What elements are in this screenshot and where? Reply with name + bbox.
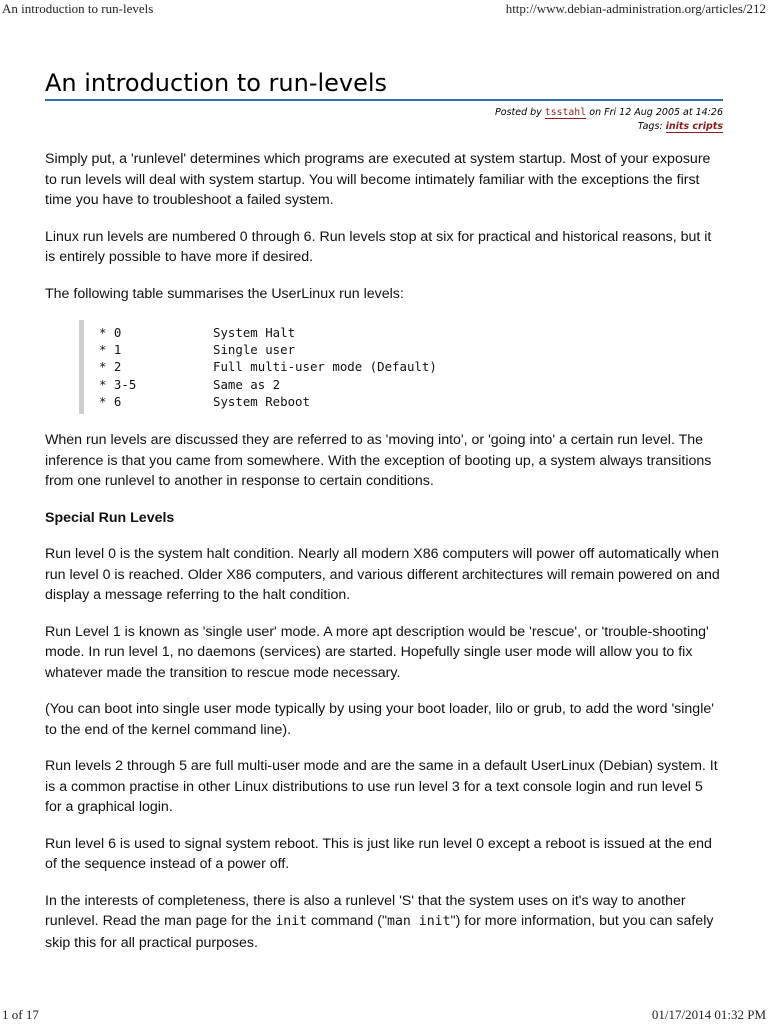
tags-line (45, 120, 723, 134)
print-header-title: An introduction to run-levels (2, 1, 154, 16)
man-init-code: man init (387, 914, 451, 930)
runlevel-description: System Halt (213, 325, 296, 340)
paragraph-level0: Run level 0 is the system halt condition. Nearly all modern X86 computers will power off automatically when run level 0 is reached. Older X86 computers, and various different architectures will remain powered on and display a message referring to the halt condition. (45, 546, 720, 604)
paragraph-runlevel-s (45, 891, 723, 954)
runlevel-number: * 3-5 (99, 376, 137, 392)
runlevel-row (99, 341, 723, 358)
print-header-url[interactable]: http://www.debian-administration.org/articles/212 (505, 1, 766, 16)
article-title: An introduction to run-levels (45, 68, 723, 101)
runlevel-s-text-2: command (" (307, 913, 388, 930)
runlevel-description: Full multi-user mode (Default) (213, 359, 437, 375)
runlevel-number: * 6 (99, 393, 122, 409)
paragraph-levels-2-to-5: Run levels 2 through 5 are full multi-user mode and are the same in a default UserLinux (Debian) system. It is a common practise in other Linux distributions to use run level 3 for a text console login and run level 5 for a graphical login. (45, 758, 718, 816)
author-link[interactable]: tsstahl (544, 107, 587, 118)
runlevel-row (99, 358, 723, 375)
print-timestamp: 01/17/2014 01:32 PM (651, 1007, 766, 1022)
paragraph-level6: Run level 6 is used to signal system reboot. This is just like run level 0 except a reboot is issued at the end of the sequence instead of a power off. (45, 835, 712, 873)
special-run-levels-heading: Special Run Levels (45, 509, 175, 526)
page-counter: 1 of 17 (2, 1007, 39, 1022)
post-date: on Fri 12 Aug 2005 at 14:26 (589, 107, 723, 118)
paragraph-numbering: Linux run levels are numbered 0 through 6. Run levels stop at six for practical and historical reasons, but it is entirely possible to have more if desired. (45, 228, 712, 265)
runlevel-s-text-3: ") for more information, but you can safely skip this for all practical purposes. (45, 913, 714, 951)
article (45, 68, 723, 953)
runlevel-s-text-1: In the interests of completeness, there is also a runlevel 'S' that the system uses on it's way to another runlevel. Read the man page for the (45, 892, 686, 930)
init-command-code: init (275, 914, 308, 930)
paragraph-moving: When run levels are discussed they are referred to as 'moving into', or 'going into' a certain run level. The inference is that you came from somewhere. With the exception of booting up, a system always transitions from one runlevel to another in response to certain conditions. (45, 432, 712, 490)
runlevel-number: * 0 (99, 325, 122, 340)
paragraph-level1: Run Level 1 is known as 'single user' mode. A more apt description would be 'rescue', or 'trouble-shooting' mode. In run level 1, no daemons (services) are started. Hopefully single user mode will allow you to fix whatever made the transition to rescue mode necessary. (45, 623, 709, 681)
paragraph-intro: Simply put, a 'runlevel' determines which programs are executed at system startup. Most of your exposure to run levels will deal with system startup. You will become intimately familiar with the exceptions the first time you have to troubleshoot a failed system. (45, 151, 711, 208)
print-footer (0, 1007, 768, 1024)
runlevel-row (99, 324, 723, 341)
runlevel-row (99, 376, 723, 393)
posted-by-label: Posted by (495, 107, 542, 118)
print-header (0, 0, 768, 18)
runlevel-description: Same as 2 (213, 376, 281, 392)
runlevel-description: System Reboot (213, 393, 310, 409)
paragraph-boot-single: (You can boot into single user mode typically by using your boot loader, lilo or grub, to add the word 'single' to the end of the kernel command line). (45, 701, 714, 738)
tag-link[interactable]: inits cripts (665, 121, 723, 132)
posted-by-line (45, 106, 723, 120)
tags-label: Tags: (637, 121, 663, 132)
runlevel-number: * 2 (99, 359, 122, 375)
runlevel-description: Single user (213, 342, 296, 358)
runlevel-table (79, 320, 723, 414)
runlevel-number: * 1 (99, 342, 122, 358)
paragraph-table-intro: The following table summarises the UserLinux run levels: (45, 285, 404, 302)
runlevel-row (99, 393, 723, 410)
article-meta (45, 106, 723, 134)
